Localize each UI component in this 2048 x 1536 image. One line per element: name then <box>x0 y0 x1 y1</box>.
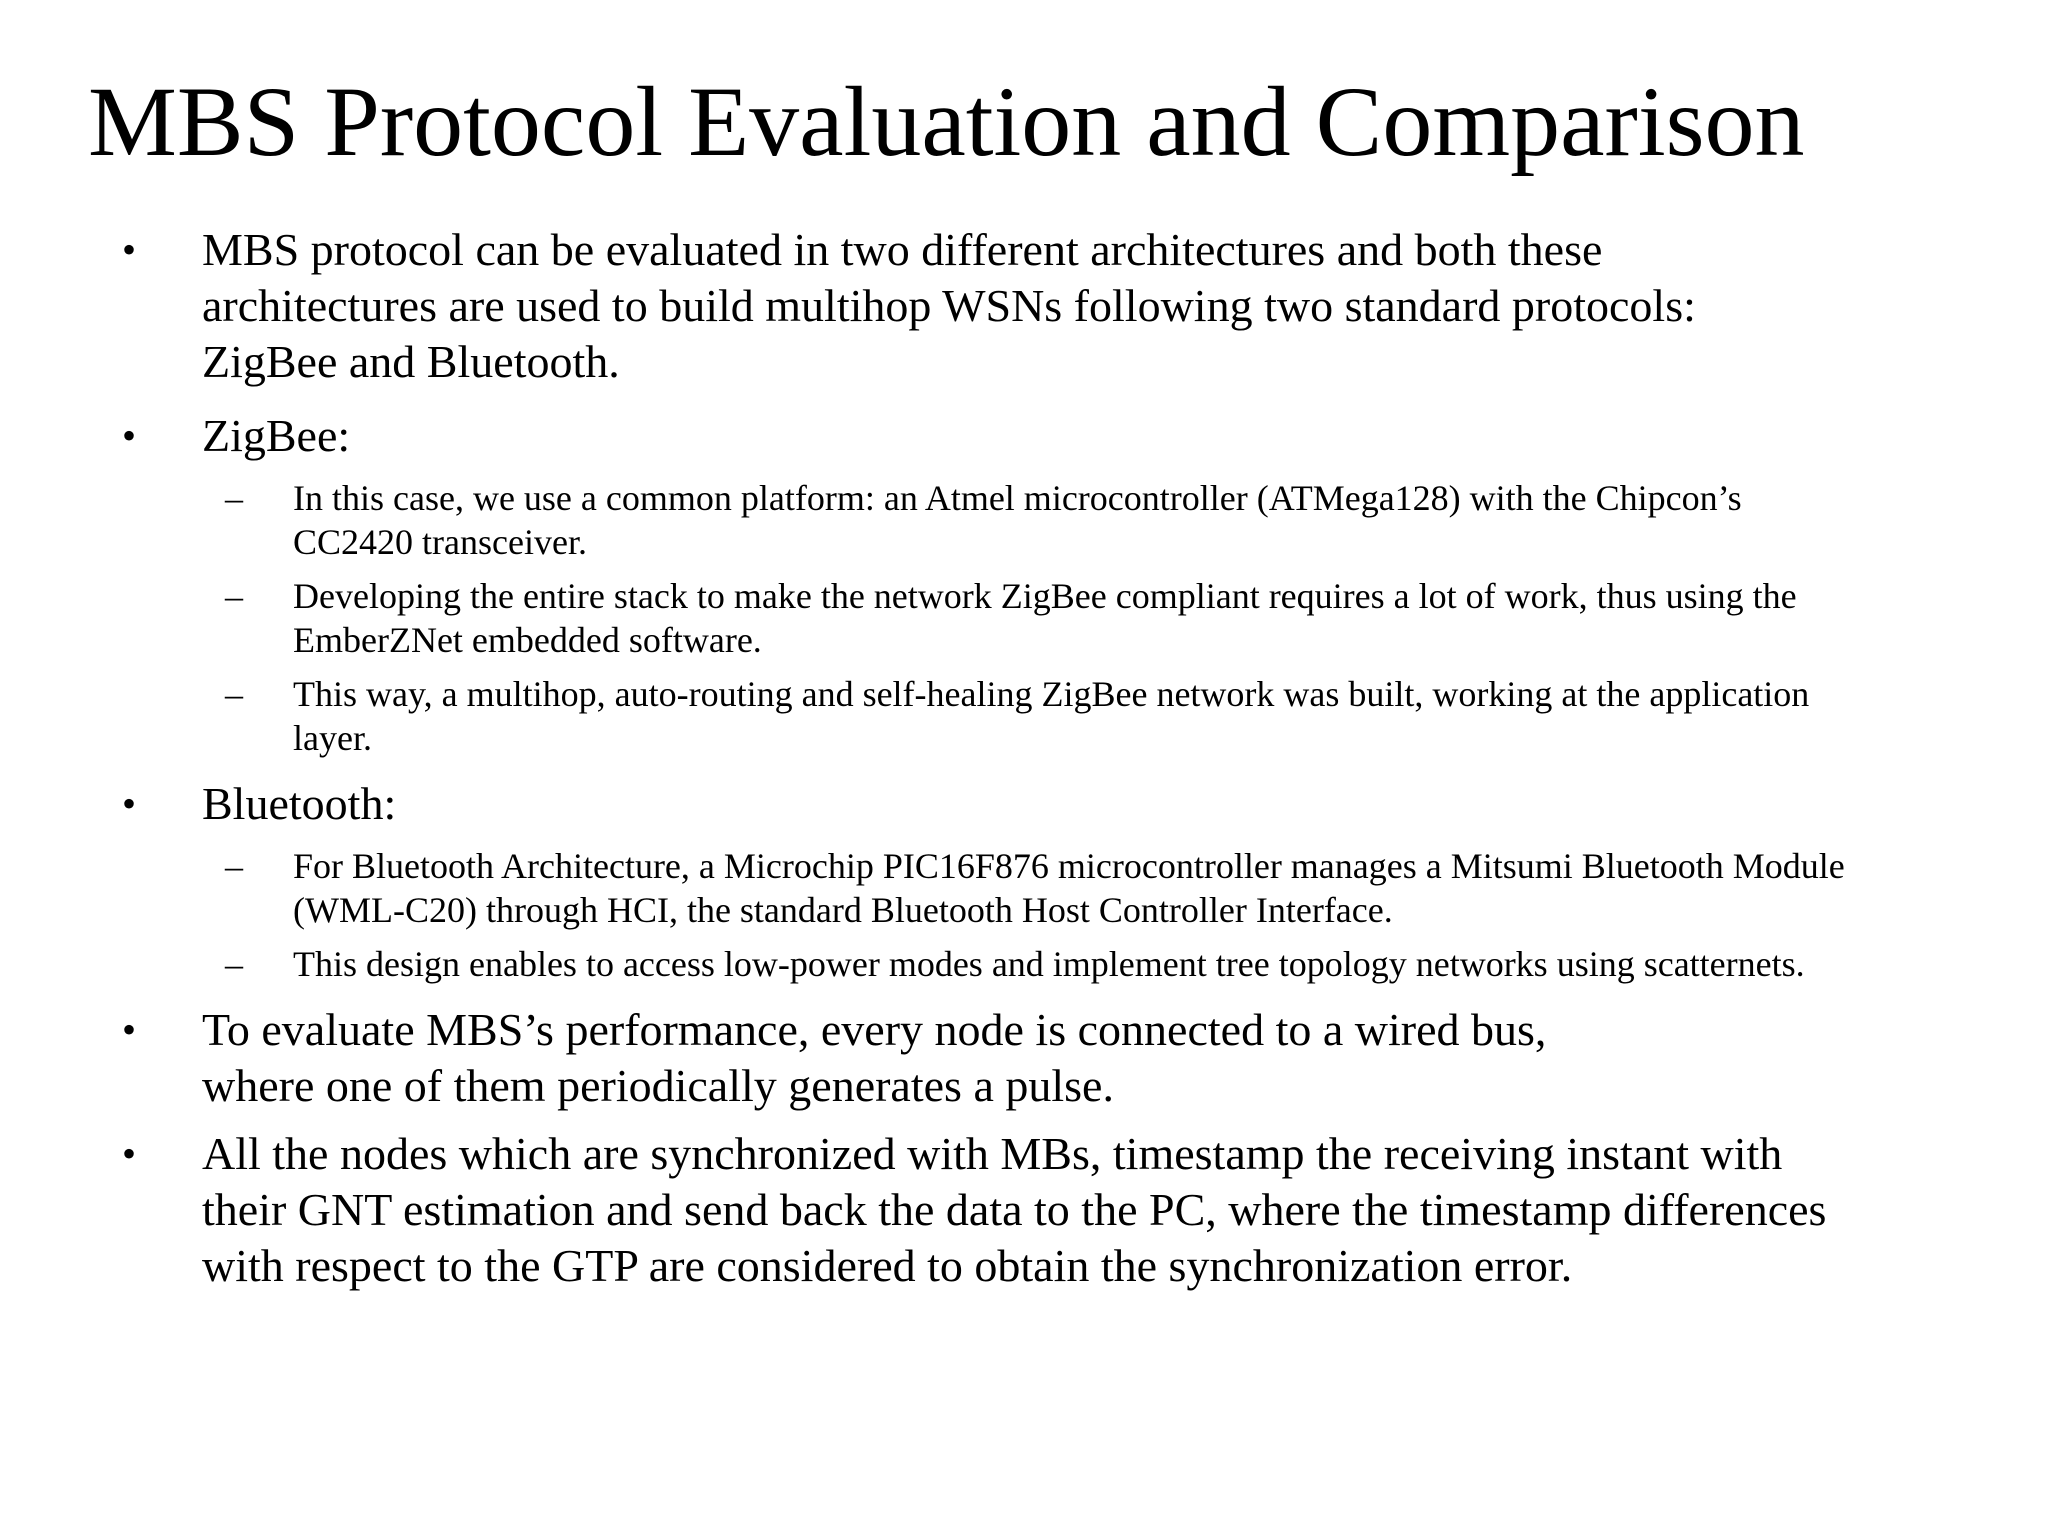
sub-bullet-text: Developing the entire stack to make the network ZigBee compliant requires a lot of work, thus using the EmberZNet embedded software. <box>293 576 1797 660</box>
sub-bullet-text: This design enables to access low-power modes and implement tree topology networks using scatternets. <box>293 944 1805 984</box>
bullet-text: ZigBee: <box>202 410 351 461</box>
bullet-text: All the nodes which are synchronized with MBs, timestamp the receiving instant with their GNT estimation and send back the data to the PC, where the timestamp differences with respect to the GTP are considered to obtain the synchronization error. <box>202 1128 1827 1291</box>
slide-title: MBS Protocol Evaluation and Comparison <box>88 66 1805 177</box>
sub-bullet-text: For Bluetooth Architecture, a Microchip PIC16F876 microcontroller manages a Mitsumi Bluetooth Module (WML-C20) through HCI, the standard Bluetooth Host Controller Interface. <box>293 846 1845 930</box>
slide-content <box>0 222 2048 1306</box>
bullet-marker: • <box>122 1131 137 1176</box>
bullet-item <box>0 222 1822 390</box>
sub-bullet-marker: – <box>225 674 243 714</box>
bullet-item <box>0 776 1822 832</box>
sub-bullet-item <box>0 672 1853 760</box>
bullet-item <box>0 1002 1622 1114</box>
sub-bullet-text: This way, a multihop, auto-routing and self-healing ZigBee network was built, working at the application layer. <box>293 674 1810 758</box>
bullet-item <box>0 408 1822 464</box>
sub-bullet-marker: – <box>225 478 243 518</box>
bullet-text: Bluetooth: <box>202 778 397 829</box>
bullet-text: MBS protocol can be evaluated in two different architectures and both these architectures are used to build multihop WSNs following two standard protocols: ZigBee and Bluetooth. <box>202 224 1696 387</box>
bullet-text: To evaluate MBS’s performance, every node is connected to a wired bus, where one of them periodically generates a pulse. <box>202 1004 1547 1111</box>
sub-bullet-text: In this case, we use a common platform: an Atmel microcontroller (ATMega128) with the Chipcon’s CC2420 transceiver. <box>293 478 1742 562</box>
sub-bullet-item <box>0 942 1853 986</box>
bullet-marker: • <box>122 227 137 272</box>
sub-bullet-marker: – <box>225 944 243 984</box>
bullet-marker: • <box>122 1007 137 1052</box>
sub-bullet-item <box>0 574 1853 662</box>
bullet-marker: • <box>122 413 137 458</box>
sub-bullet-marker: – <box>225 846 243 886</box>
sub-bullet-marker: – <box>225 576 243 616</box>
sub-bullet-item <box>0 476 1853 564</box>
sub-bullet-item <box>0 844 1873 932</box>
bullet-marker: • <box>122 781 137 826</box>
bullet-item <box>0 1126 1842 1294</box>
